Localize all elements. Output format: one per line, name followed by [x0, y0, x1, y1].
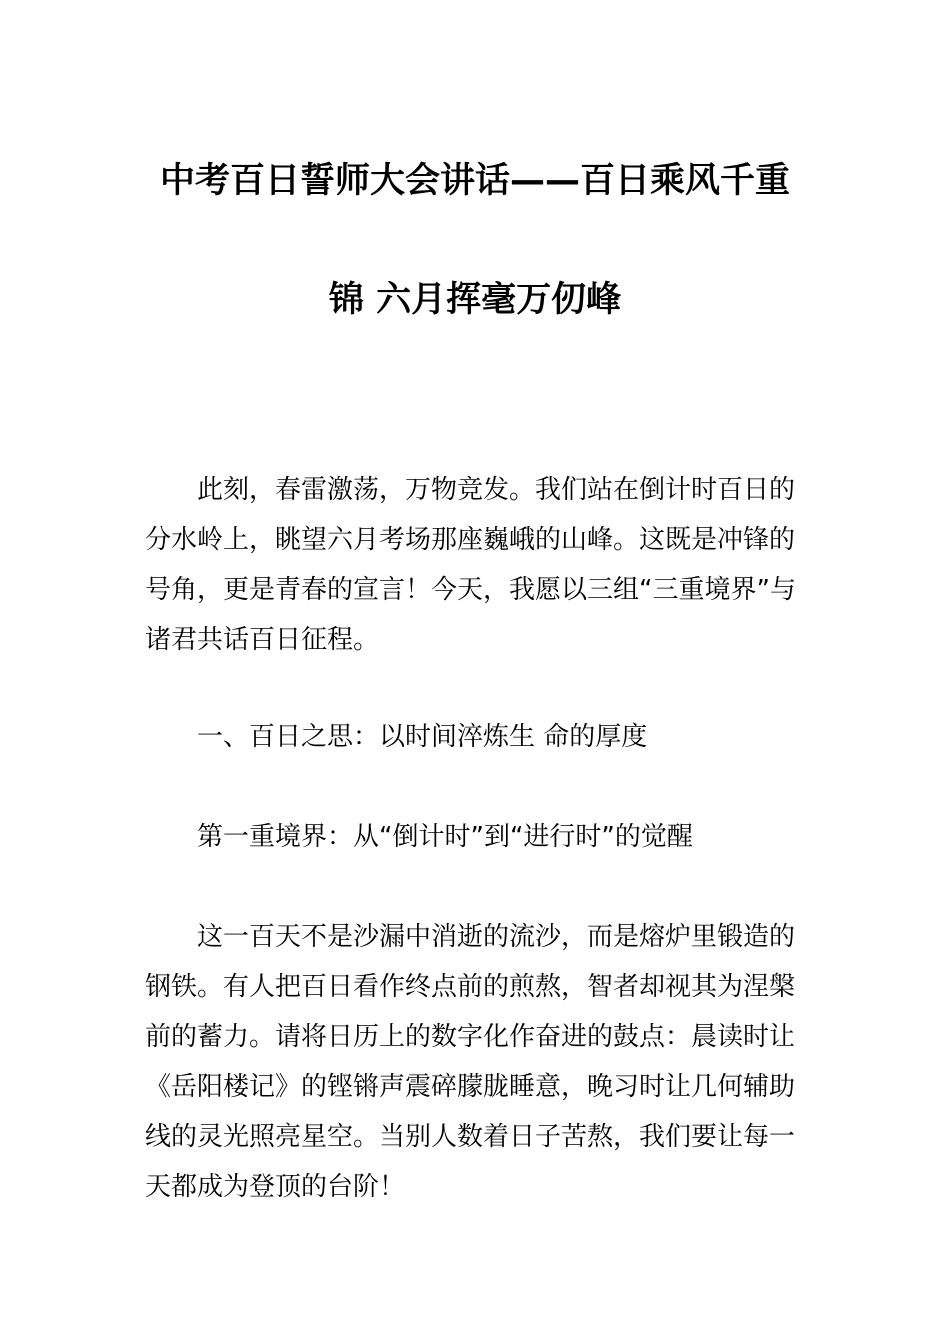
subsection-heading: 第一重境界：从“倒计时”到“进行时”的觉醒: [197, 822, 693, 852]
intro-paragraph: 此刻，春雷激荡，万物竞发。我们站在倒计时百日的分水岭上，眺望六月考场那座巍峨的山峰。这既是冲锋的号角，更是青春的宣言！今天，我愿以三组“三重境界”与诸君共话百日征程。: [145, 475, 796, 655]
section-heading: 一、百日之思：以时间淬炼生 命的厚度: [197, 722, 648, 752]
document-title-line-1: 中考百日誓师大会讲话——百日乘风千重: [159, 161, 790, 201]
body-paragraph: 这一百天不是沙漏中消逝的流沙，而是熔炉里锻造的钢铁。有人把百日看作终点前的煎熬，智者却视其为涅槃前的蓄力。请将日历上的数字化作奋进的鼓点：晨读时让《岳阳楼记》的铿锵声震碎朦胧睡意，晚习时让几何辅助线的灵光照亮星空。当别人数着日子苦熬，我们要让每一天都成为登顶的台阶！: [145, 922, 796, 1202]
document-title-line-2: 锦 六月挥毫万仞峰: [328, 280, 622, 320]
